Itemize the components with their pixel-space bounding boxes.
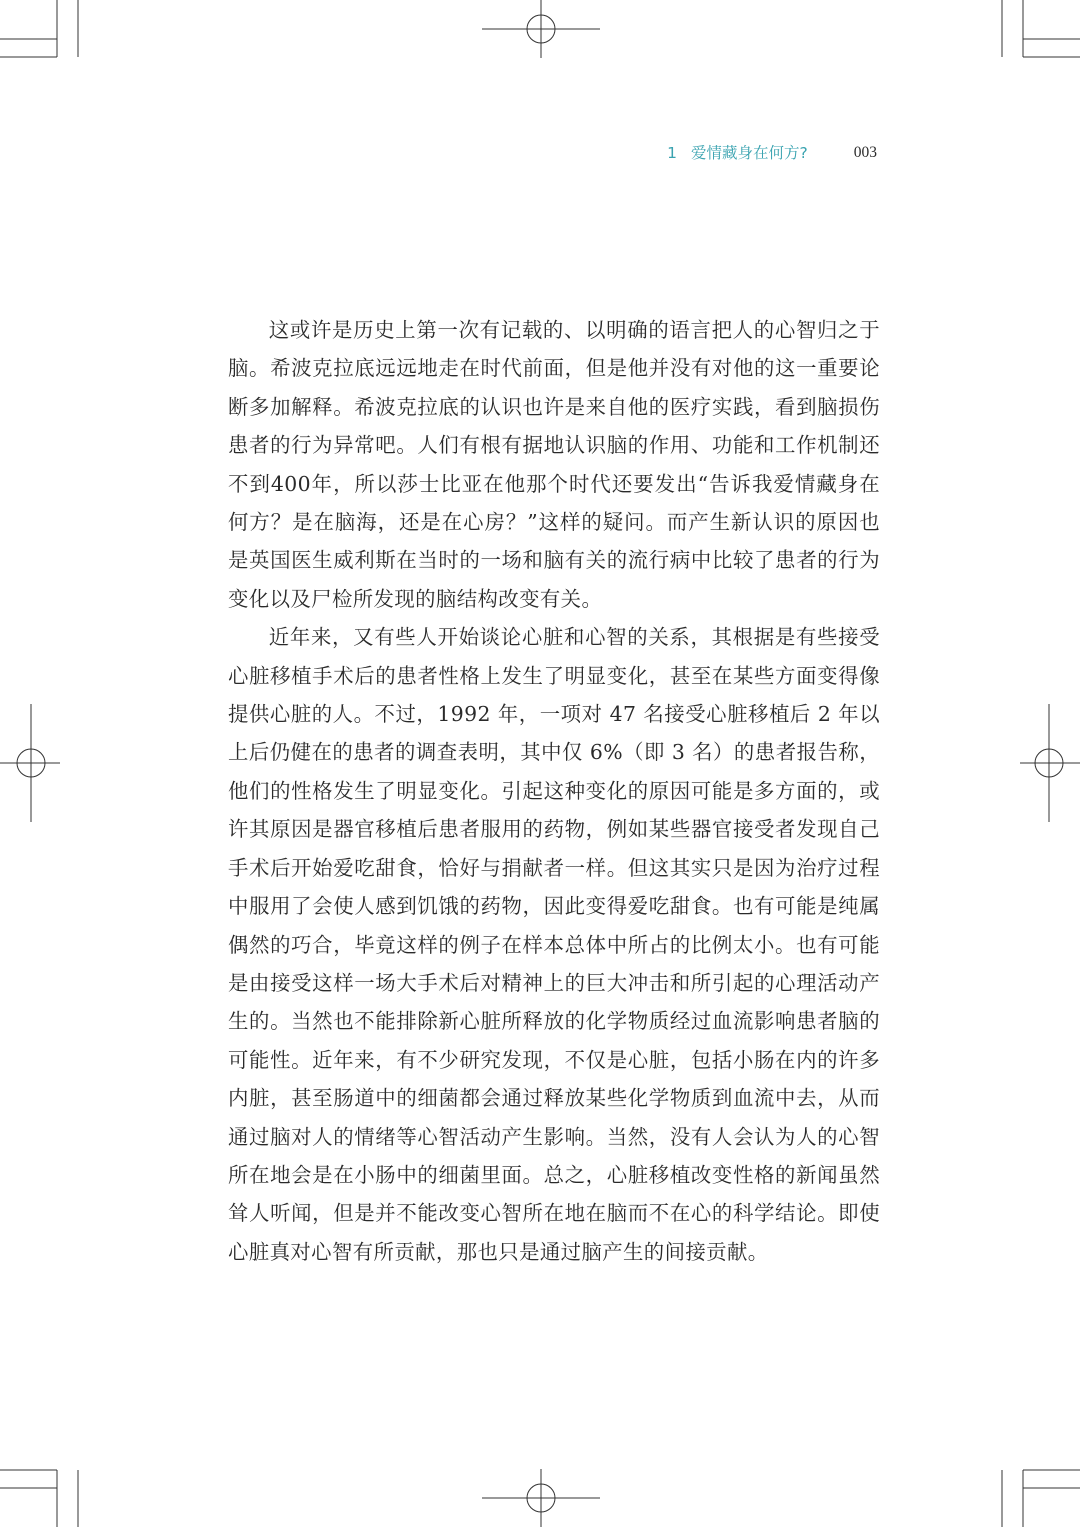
- registration-crosshair-icon: [0, 704, 60, 822]
- body-text: [228, 311, 880, 1271]
- paragraph: 近年来，又有些人开始谈论心脏和心智的关系，其根据是有些接受心脏移植手术后的患者性格上发生了明显变化，甚至在某些方面变得像提供心脏的人。不过，1992 年，一项对 47 名接受心脏移植后 2 年以上后仍健在的患者的调查表明，其中仅 6%（即 3 名）的患者报告称，他们的性格发生了明显变化。引起这种变化的原因可能是多方面的，或许其原因是器官移植后患者服用的药物，例如某些器官接受者发现自己手术后开始爱吃甜食，恰好与捐献者一样。但这其实只是因为治疗过程中服用了会使人感到饥饿的药物，因此变得爱吃甜食。也有可能是纯属偶然的巧合，毕竟这样的例子在样本总体中所占的比例太小。也有可能是由接受这样一场大手术后对精神上的巨大冲击和所引起的心理活动产生的。当然也不能排除新心脏所释放的化学物质经过血流影响患者脑的可能性。近年来，有不少研究发现，不仅是心脏，包括小肠在内的许多内脏，甚至肠道中的细菌都会通过释放某些化学物质到血流中去，从而通过脑对人的情绪等心智活动产生影响。当然，没有人会认为人的心智所在地会是在小肠中的细菌里面。总之，心脏移植改变性格的新闻虽然耸人听闻，但是并不能改变心智所在地在脑而不在心的科学结论。即使心脏真对心智有所贡献，那也只是通过脑产生的间接贡献。: [228, 625, 880, 1264]
- page-number: 003: [853, 144, 877, 161]
- paragraph: 这或许是历史上第一次有记载的、以明确的语言把人的心智归之于脑。希波克拉底远远地走在时代前面，但是他并没有对他的这一重要论断多加解释。希波克拉底的认识也许是来自他的医疗实践，看到脑损伤患者的行为异常吧。人们有根有据地认识脑的作用、功能和工作机制还不到400年，所以莎士比亚在他那个时代还要发出“告诉我爱情藏身在何方？是在脑海，还是在心房？”这样的疑问。而产生新认识的原因也是英国医生威利斯在当时的一场和脑有关的流行病中比较了患者的行为变化以及尸检所发现的脑结构改变有关。: [228, 318, 880, 611]
- corner-crop-mark-icon: [0, 0, 78, 57]
- chapter-title: 爱情藏身在何方?: [691, 144, 808, 162]
- corner-crop-mark-icon: [0, 1470, 78, 1527]
- corner-crop-mark-icon: [1002, 1470, 1080, 1527]
- registration-crosshair-icon: [482, 0, 600, 58]
- corner-crop-mark-icon: [1002, 0, 1080, 57]
- registration-crosshair-icon: [1020, 704, 1080, 822]
- registration-crosshair-icon: [482, 1469, 600, 1527]
- running-header: [667, 141, 877, 165]
- chapter-number: 1: [667, 144, 678, 162]
